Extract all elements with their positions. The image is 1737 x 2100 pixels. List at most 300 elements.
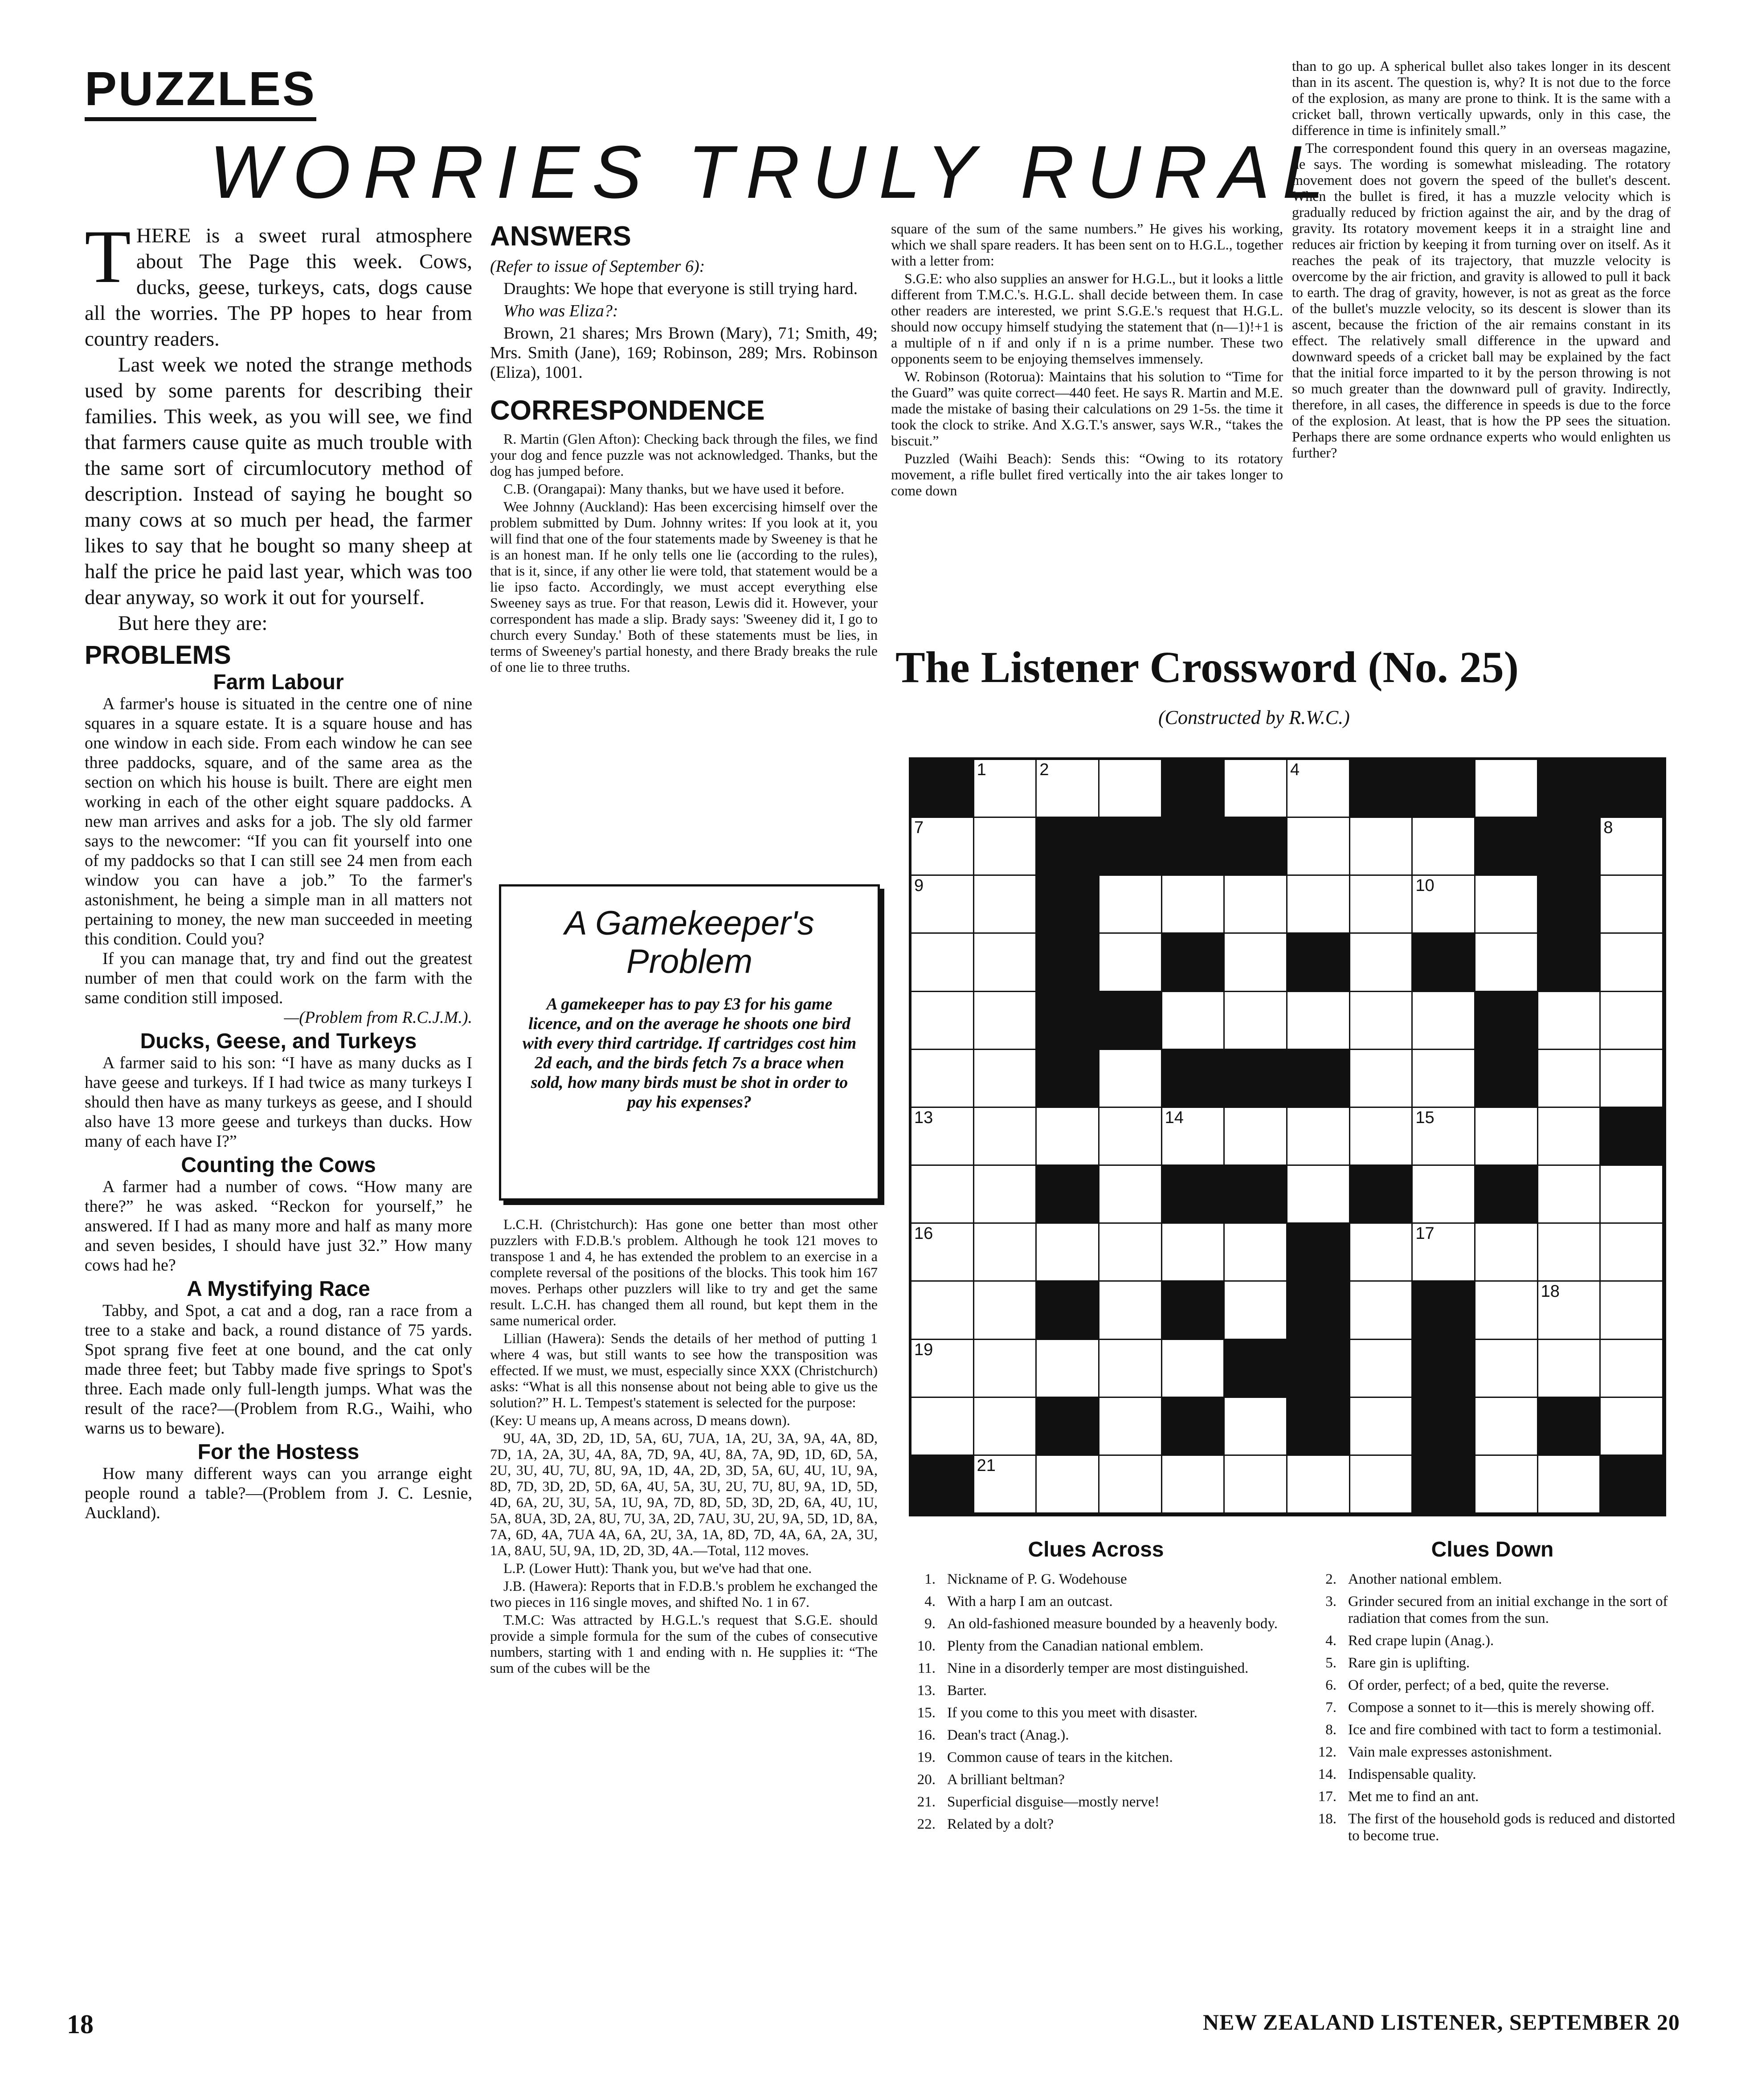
crossword-block	[1475, 1050, 1538, 1108]
clue-number: 5.	[1325, 1655, 1336, 1671]
clue-number: 21.	[917, 1794, 936, 1810]
correspondence-list-3	[891, 221, 1283, 498]
clues-down-list	[1305, 1571, 1680, 1844]
crossword-block	[1037, 1398, 1099, 1456]
crossword-clue-number: 5	[1415, 760, 1425, 779]
crossword-cell[interactable]	[974, 1166, 1037, 1224]
crossword-clue-number: 10	[1415, 876, 1435, 895]
clue-text: Grinder secured from an initial exchange in the sort of radiation that comes from the sun.	[1348, 1593, 1668, 1626]
page-number: 18	[67, 2010, 94, 2039]
clue-down	[1305, 1810, 1680, 1844]
clue-text: Dean's tract (Anag.).	[947, 1727, 1069, 1743]
crossword-clue-number: 6	[1541, 760, 1550, 779]
crossword-cell[interactable]	[974, 818, 1037, 876]
crossword-block	[1287, 1398, 1350, 1456]
clue-text: Nickname of P. G. Wodehouse	[947, 1571, 1127, 1587]
column-3	[891, 221, 1283, 500]
clue-down	[1305, 1593, 1680, 1627]
crossword-block	[1225, 1166, 1287, 1224]
crossword-block	[1037, 818, 1099, 876]
crossword-cell[interactable]	[1350, 934, 1413, 992]
clues-across-list	[904, 1571, 1287, 1833]
crossword-cell[interactable]	[1287, 1456, 1350, 1514]
crossword-cell[interactable]	[1475, 934, 1538, 992]
crossword-block	[1162, 1398, 1225, 1456]
crossword-cell[interactable]	[911, 1224, 974, 1282]
crossword-cell[interactable]	[1037, 1224, 1099, 1282]
clue-across	[904, 1794, 1287, 1810]
problems-body	[85, 670, 472, 1523]
crossword-cell[interactable]	[1538, 992, 1601, 1050]
problem-title-race: A Mystifying Race	[187, 1277, 370, 1301]
clue-across	[904, 1660, 1287, 1677]
clue-across	[904, 1571, 1287, 1588]
crossword-cell[interactable]	[1601, 934, 1663, 992]
problem-text-hostess: How many different ways can you arrange eight people round a table?—(Problem from J. C. Lesnie, Auckland).	[85, 1464, 472, 1522]
clue-text: An old-fashioned measure bounded by a heavenly body.	[947, 1616, 1278, 1632]
crossword-cell[interactable]	[1601, 1166, 1663, 1224]
answers-body	[490, 257, 878, 382]
clue-text: Related by a dolt?	[947, 1816, 1054, 1832]
crossword-cell[interactable]	[911, 1108, 974, 1166]
crossword-cell[interactable]	[1413, 1050, 1475, 1108]
crossword-block	[1037, 1050, 1099, 1108]
column-1	[85, 215, 472, 1523]
crossword-cell[interactable]	[1475, 1108, 1538, 1166]
answer-eliza-question: Who was Eliza?:	[503, 302, 618, 320]
crossword-cell[interactable]	[1099, 1108, 1162, 1166]
problem-title-cows: Counting the Cows	[181, 1153, 376, 1177]
crossword-cell[interactable]	[974, 992, 1037, 1050]
crossword-cell[interactable]	[1099, 1456, 1162, 1514]
clue-across	[904, 1749, 1287, 1766]
crossword-cell[interactable]	[1099, 1398, 1162, 1456]
crossword-cell[interactable]	[1225, 876, 1287, 934]
crossword-block	[1037, 1282, 1099, 1340]
problem-text-farm: A farmer's house is situated in the centre one of nine squares in a square estate. It is a square house and has one window in each side. From each window he can see three paddocks, square, and of the same area as the section on which his house is built. There are eight men working in each of the other eight square paddocks. A new man arrives and asks for a job. The sly old farmer says to the newcomer: “If you can fit yourself into one of my paddocks so that I can still see 24 men from each window you can have a job.” To the farmer's astonishment, he being a simple man in all matters not pertaining to money, the new man succeeded in meeting this condition. Could you?	[85, 695, 472, 948]
crossword-cell[interactable]	[1475, 1456, 1538, 1514]
crossword-cell[interactable]	[974, 1050, 1037, 1108]
crossword-block	[1413, 760, 1475, 818]
crossword-cell[interactable]	[1475, 1224, 1538, 1282]
correspondence-item: L.C.H. (Christchurch): Has gone one better than most other puzzlers with F.D.B.'s problem. Although he took 121 moves to transpose 1 and 4, he has extended the problem to an exercise in a complete reversal of the positions of the blocks. This took him 167 moves. Perhaps other puzzlers will like to try and get the same result. L.C.H. has changed them all round, but kept them in the same numerical order.	[490, 1216, 878, 1328]
crossword-cell[interactable]	[1225, 1224, 1287, 1282]
correspondence-item: Puzzled (Waihi Beach): Sends this: “Owing to its rotatory movement, a rifle bullet fired vertically into the air takes longer to come down	[891, 450, 1283, 498]
crossword-block	[1413, 1398, 1475, 1456]
clue-number: 17.	[1318, 1789, 1336, 1805]
crossword-cell[interactable]	[1413, 818, 1475, 876]
crossword-cell[interactable]	[1287, 1166, 1350, 1224]
problem-title-ducks: Ducks, Geese, and Turkeys	[140, 1030, 417, 1053]
crossword-cell[interactable]	[1413, 1108, 1475, 1166]
correspondence-list-4	[1292, 58, 1671, 461]
crossword-clue-number: 8	[1603, 818, 1613, 838]
clue-number: 12.	[1318, 1744, 1336, 1760]
crossword-block	[1225, 1050, 1287, 1108]
clue-number: 2.	[1325, 1571, 1336, 1587]
crossword-block	[1538, 818, 1601, 876]
problems-heading: PROBLEMS	[85, 641, 231, 670]
gamekeeper-text: A gamekeeper has to pay £3 for his game licence, and on the average he shoots one bird with every third cartridge. If cartridges cost him 2d each, and the birds fetch 7s a brace when sold, how many birds must be shot in order to pay his expenses?	[522, 995, 857, 1111]
crossword-clue-number: 17	[1415, 1224, 1435, 1243]
crossword-cell[interactable]	[1099, 1282, 1162, 1340]
correspondence-heading: CORRESPONDENCE	[490, 395, 765, 426]
column-2	[490, 221, 878, 677]
masthead-footer: NEW ZEALAND LISTENER, SEPTEMBER 20	[1203, 2010, 1680, 2035]
crossword-clue-number: 7	[914, 818, 924, 838]
gamekeeper-box	[499, 884, 880, 1201]
crossword-cell[interactable]	[1350, 818, 1413, 876]
crossword-block	[1099, 818, 1162, 876]
crossword-clue-number: 14	[1165, 1108, 1184, 1127]
problem-title-farm: Farm Labour	[213, 670, 344, 694]
crossword-clue-number: 4	[1290, 760, 1300, 779]
crossword-cell[interactable]	[1225, 760, 1287, 818]
crossword-title: The Listener Crossword (No. 25)	[895, 642, 1519, 692]
clue-text: Barter.	[947, 1683, 987, 1699]
move-list: 9U, 4A, 3D, 2D, 1D, 5A, 6U, 7UA, 1A, 2U, 3A, 9A, 4A, 8D, 7D, 1A, 2A, 3U, 4A, 8A, 7D, 9A, 4U, 8A, 7A, 9D, 1D, 6D, 5A, 2U, 3U, 4U, 7U, 8U, 9A, 1D, 4A, 2D, 3D, 5A, 6U, 4U, 1U, 9A, 8D, 7D, 3D, 2D, 5D, 6A, 4U, 5A, 3U, 2U, 7U, 8U, 9A, 1D, 5D, 4D, 6A, 2U, 3U, 5A, 1U, 9A, 7D, 8D, 5D, 3D, 2D, 6A, 4U, 1U, 5A, 8UA, 3D, 2A, 8U, 7U, 3A, 2D, 7AU, 3U, 2U, 9A, 5D, 1D, 8A, 7A, 6D, 4A, 7UA 4A, 6A, 2U, 3A, 1A, 8D, 7D, 4A, 6A, 2A, 3U, 1A, 8AU, 5U, 9A, 1D, 2D, 3D, 4A.—Total, 112 moves.	[490, 1430, 878, 1558]
correspondence-item: L.P. (Lower Hutt): Thank you, but we've had that one.	[503, 1560, 812, 1576]
crossword-block	[1538, 934, 1601, 992]
crossword-cell[interactable]	[1350, 1340, 1413, 1398]
crossword-cell[interactable]	[1162, 876, 1225, 934]
crossword-block	[1538, 1398, 1601, 1456]
problem-credit-farm: —(Problem from R.C.J.M.).	[284, 1008, 472, 1027]
crossword-cell[interactable]	[1287, 992, 1350, 1050]
clue-across	[904, 1593, 1287, 1610]
crossword-cell[interactable]	[974, 1340, 1037, 1398]
crossword-cell[interactable]	[1350, 876, 1413, 934]
clue-text: Compose a sonnet to it—this is merely showing off.	[1348, 1700, 1655, 1716]
clue-number: 8.	[1325, 1722, 1336, 1738]
crossword-clue-number: 20	[1290, 1340, 1309, 1359]
crossword-cell[interactable]	[1099, 1166, 1162, 1224]
crossword-clue-number: 12	[1039, 1050, 1059, 1069]
clue-number: 22.	[917, 1816, 936, 1832]
crossword-clue-number: 19	[914, 1340, 933, 1359]
clue-number: 10.	[917, 1638, 936, 1654]
crossword-cell[interactable]	[1037, 1456, 1099, 1514]
crossword-block	[1475, 818, 1538, 876]
answer-draughts: Draughts: We hope that everyone is still trying hard.	[503, 279, 858, 298]
clue-text: Superficial disguise—mostly nerve!	[947, 1794, 1160, 1810]
correspondence-item: than to go up. A spherical bullet also takes longer in its descent than in its ascent. The question is, why? It is not due to the force of the explosion, as many are prone to think. It is the same with a cricket ball, thrown vertically upwards, only in this case, the difference in time is infinitely small.”	[1292, 58, 1671, 138]
crossword-cell[interactable]	[1099, 1224, 1162, 1282]
clue-text: If you come to this you meet with disaster.	[947, 1705, 1198, 1721]
crossword-cell[interactable]	[1538, 1108, 1601, 1166]
crossword-cell[interactable]	[1475, 876, 1538, 934]
clue-across	[904, 1615, 1287, 1632]
crossword-block	[1162, 1166, 1225, 1224]
crossword-cell[interactable]	[1225, 992, 1287, 1050]
crossword-cell[interactable]	[974, 760, 1037, 818]
crossword-cell[interactable]	[911, 934, 974, 992]
crossword-cell[interactable]	[1475, 760, 1538, 818]
crossword-grid	[909, 757, 1666, 1516]
crossword-block	[1225, 1340, 1287, 1398]
crossword-block	[1162, 1282, 1225, 1340]
crossword-cell[interactable]	[1162, 1456, 1225, 1514]
crossword-cell[interactable]	[974, 1398, 1037, 1456]
clue-text: Of order, perfect; of a bed, quite the reverse.	[1348, 1677, 1609, 1693]
crossword-cell[interactable]	[1475, 1398, 1538, 1456]
crossword-block	[1037, 876, 1099, 934]
clue-down	[1305, 1677, 1680, 1694]
problem-text-race: Tabby, and Spot, a cat and a dog, ran a race from a tree to a stake and back, a round distance of 75 yards. Spot sprang five feet at one bound, and the cat only made three feet; but Tabby made five springs to Spot's three. Each made only full-length jumps. What was the result of the race?—(Problem from R.G., Waihi, who warns us to beware).	[85, 1301, 472, 1438]
crossword-block	[1601, 1456, 1663, 1514]
problem-text-farm-2: If you can manage that, try and find out the greatest number of men that could work on the farm with the same condition still imposed.	[85, 949, 472, 1007]
crossword-cell[interactable]	[1225, 1108, 1287, 1166]
crossword-cell[interactable]	[911, 1340, 974, 1398]
answer-eliza: Brown, 21 shares; Mrs Brown (Mary), 71; Smith, 49; Mrs. Smith (Jane), 169; Robinson, 289; Mrs. Robinson (Eliza), 1001.	[490, 324, 878, 382]
clue-text: Met me to find an ant.	[1348, 1789, 1479, 1805]
crossword-block	[1475, 992, 1538, 1050]
clue-text: With a harp I am an outcast.	[947, 1593, 1113, 1610]
crossword-cell[interactable]	[1413, 1224, 1475, 1282]
clue-across	[904, 1704, 1287, 1721]
crossword-cell[interactable]	[1475, 1340, 1538, 1398]
clue-number: 4.	[924, 1593, 936, 1610]
correspondence-item: C.B. (Orangapai): Many thanks, but we have used it before.	[503, 481, 845, 497]
clues-across	[904, 1538, 1287, 1838]
crossword-cell[interactable]	[1225, 934, 1287, 992]
correspondence-item: S.G.E: who also supplies an answer for H.G.L., but it looks a little different from T.M.C.'s. H.G.L. shall decide between them. In case other readers are interested, we print S.G.E.'s request that H.G.L. should now occupy himself studying the statement that (n—1)!+1 is a multiple of n if and only if n is a prime number. These two opponents seem to be enjoying themselves immensely.	[891, 270, 1283, 367]
crossword-block	[1538, 876, 1601, 934]
crossword-cell[interactable]	[974, 1456, 1037, 1514]
clues-down	[1305, 1538, 1680, 1850]
crossword-credit: (Constructed by R.W.C.)	[1158, 707, 1350, 728]
crossword-cell[interactable]	[1601, 1282, 1663, 1340]
crossword-cell[interactable]	[1538, 1050, 1601, 1108]
crossword-block	[1413, 934, 1475, 992]
crossword-cell[interactable]	[1099, 760, 1162, 818]
column-2-lower	[490, 1216, 878, 1678]
clue-down	[1305, 1744, 1680, 1761]
crossword-block	[1162, 760, 1225, 818]
crossword-cell[interactable]	[1538, 1224, 1601, 1282]
crossword-block	[911, 1456, 974, 1514]
clue-number: 1.	[924, 1571, 936, 1587]
clue-text: Another national emblem.	[1348, 1571, 1502, 1587]
crossword-cell[interactable]	[1601, 1050, 1663, 1108]
crossword-clue-number: 21	[977, 1456, 996, 1475]
correspondence-item: The correspondent found this query in an overseas magazine, he says. The wording is somewhat misleading. The rotatory movement does not govern the speed of the bullet's descent. When the bullet is fired, it has a muzzle velocity which is gradually reduced by friction against the air, and by the drag of gravity. Its rotatory movement keeps it in a straight line and reduces air friction by keeping it from turning over on itself. As it reaches the peak of its trajectory, that muzzle velocity is overcome by the air friction, and gravity is allowed to pull it back to earth. The drag of gravity, however, is not as great as the force of the bullet's muzzle velocity, so its descent is slower than its ascent, because the friction of the air remains constant in its effect. The relatively small difference in the upward and downward speeds of a cricket ball may be explained by the fact that the initial force imparted to it by the person throwing is not so much greater than the downward pull of gravity. Indirectly, therefore, in all cases, the difference in speeds is due to the force of the explosion. At least, that is how the PP sees the situation. Perhaps there are some ordnance experts who would enlighten us further?	[1292, 140, 1671, 461]
clues-down-title: Clues Down	[1431, 1538, 1554, 1561]
crossword-cell[interactable]	[911, 1050, 974, 1108]
crossword-block	[1225, 818, 1287, 876]
crossword-cell[interactable]	[911, 1282, 974, 1340]
clue-number: 3.	[1325, 1593, 1336, 1610]
clue-down	[1305, 1788, 1680, 1805]
crossword-cell[interactable]	[974, 1224, 1037, 1282]
crossword-cell[interactable]	[1413, 1166, 1475, 1224]
crossword-block	[1162, 818, 1225, 876]
crossword-cell[interactable]	[1538, 1282, 1601, 1340]
column-4	[1292, 58, 1671, 462]
crossword-cell[interactable]	[1350, 1456, 1413, 1514]
crossword-block	[1287, 1224, 1350, 1282]
clue-across	[904, 1682, 1287, 1699]
crossword-cell[interactable]	[1162, 1108, 1225, 1166]
crossword-clue-number: 18	[1541, 1282, 1560, 1301]
clue-text: Red crape lupin (Anag.).	[1348, 1633, 1494, 1649]
clue-text: Common cause of tears in the kitchen.	[947, 1749, 1173, 1765]
crossword-clue-number: 11	[1102, 992, 1120, 1011]
crossword-block	[1287, 934, 1350, 992]
crossword-cell[interactable]	[1601, 1398, 1663, 1456]
crossword-cell[interactable]	[974, 1108, 1037, 1166]
clue-down	[1305, 1766, 1680, 1783]
crossword-block	[1037, 992, 1099, 1050]
crossword-cell[interactable]	[1350, 1282, 1413, 1340]
clue-number: 14.	[1318, 1766, 1336, 1782]
move-key: (Key: U means up, A means across, D means down).	[490, 1412, 790, 1428]
correspondence-item: square of the sum of the same numbers.” He gives his working, which we shall spare readers. It has been sent on to H.G.L., together with a letter from:	[891, 221, 1283, 269]
clue-number: 4.	[1325, 1633, 1336, 1649]
intro-paragraph-2: Last week we noted the strange methods used by some parents for describing their families. This week, as you will see, we find that farmers cause quite as much trouble with the same sort of circumlocutory method of description. Instead of saying he bought so many cows at so much per head, the farmer likes to say that he bought so many sheep at half the price he paid last year, which was too dear anyway, so work it out for yourself.	[85, 353, 472, 609]
crossword-cell[interactable]	[974, 876, 1037, 934]
crossword-block	[1037, 1166, 1099, 1224]
crossword-cell[interactable]	[911, 992, 974, 1050]
crossword-cell[interactable]	[1037, 760, 1099, 818]
section-title: PUZZLES	[85, 62, 316, 121]
clue-across	[904, 1638, 1287, 1655]
clue-down	[1305, 1655, 1680, 1671]
clue-down	[1305, 1721, 1680, 1738]
headline: WORRIES TRULY RURAL	[209, 130, 1336, 214]
clue-across	[904, 1816, 1287, 1833]
correspondence-list-2	[490, 1216, 878, 1676]
crossword-clue-number: 16	[914, 1224, 933, 1243]
crossword-cell[interactable]	[1287, 876, 1350, 934]
clue-text: Rare gin is uplifting.	[1348, 1655, 1470, 1671]
crossword-cell[interactable]	[1538, 1456, 1601, 1514]
clue-number: 16.	[917, 1727, 936, 1743]
crossword-cell[interactable]	[1162, 1340, 1225, 1398]
crossword-cell[interactable]	[1413, 876, 1475, 934]
clue-text: A brilliant beltman?	[947, 1772, 1065, 1788]
crossword-cell[interactable]	[1287, 760, 1350, 818]
correspondence-item: Lillian (Hawera): Sends the details of her method of putting 1 where 4 was, but still wants to see how the transposition was effected. If we must, we must, especially since XXX (Christchurch) asks: “What is all this nonsense about not being able to give us the solution?” H. L. Tempest's statement is selected for the purpose:	[490, 1330, 878, 1410]
crossword-cell[interactable]	[1350, 1050, 1413, 1108]
crossword-cell[interactable]	[1225, 1282, 1287, 1340]
clue-across	[904, 1727, 1287, 1744]
crossword-cell[interactable]	[1099, 1340, 1162, 1398]
crossword-cell[interactable]	[1350, 1224, 1413, 1282]
crossword-cell[interactable]	[1601, 992, 1663, 1050]
crossword-block	[1162, 934, 1225, 992]
crossword-block	[911, 760, 974, 818]
crossword-cell[interactable]	[1225, 1398, 1287, 1456]
crossword-cell[interactable]	[1037, 1340, 1099, 1398]
problem-text-ducks: A farmer said to his son: “I have as many ducks as I have geese and turkeys. If I had twice as many turkeys I should then have as many turkeys as geese, and I should also have 13 more geese and turkeys than ducks. How many of each have I?”	[85, 1054, 472, 1151]
crossword-block	[1037, 934, 1099, 992]
clue-down	[1305, 1699, 1680, 1716]
problem-title-hostess: For the Hostess	[197, 1440, 360, 1464]
crossword-block	[1601, 760, 1663, 818]
crossword-cell[interactable]	[1099, 876, 1162, 934]
intro-paragraph-1	[85, 215, 472, 352]
clue-number: 20.	[917, 1772, 936, 1788]
crossword-cell[interactable]	[1538, 1340, 1601, 1398]
crossword-cell[interactable]	[1601, 1340, 1663, 1398]
crossword-block	[1350, 1166, 1413, 1224]
crossword-cell[interactable]	[974, 934, 1037, 992]
crossword-block	[1475, 1166, 1538, 1224]
crossword-cell[interactable]	[1601, 1224, 1663, 1282]
crossword-cell[interactable]	[1538, 1166, 1601, 1224]
clue-number: 6.	[1325, 1677, 1336, 1693]
clue-across	[904, 1771, 1287, 1788]
correspondence-item: R. Martin (Glen Afton): Checking back through the files, we find your dog and fence puzzle was not acknowledged. Thanks, but the dog has jumped before.	[490, 431, 878, 479]
crossword-clue-number: 2	[1039, 760, 1049, 779]
intro-text-1: HERE is a sweet rural atmosphere about The Page this week. Cows, ducks, geese, turkeys, cats, dogs cause all the worries. The PP hopes to hear from country readers.	[85, 224, 472, 351]
crossword-cell[interactable]	[911, 1398, 974, 1456]
clue-number: 11.	[917, 1660, 936, 1676]
clue-text: Nine in a disorderly temper are most distinguished.	[947, 1660, 1249, 1676]
clue-number: 18.	[1318, 1811, 1336, 1827]
crossword-cell[interactable]	[1287, 1108, 1350, 1166]
clues-across-title: Clues Across	[1028, 1538, 1164, 1561]
crossword-clue-number: 1	[977, 760, 986, 779]
crossword-block	[1287, 1050, 1350, 1108]
crossword-cell[interactable]	[1413, 992, 1475, 1050]
crossword-cell[interactable]	[1350, 1108, 1413, 1166]
clue-number: 7.	[1325, 1700, 1336, 1716]
crossword-cell[interactable]	[1475, 1282, 1538, 1340]
answers-reference: (Refer to issue of September 6):	[490, 257, 705, 276]
crossword-cell[interactable]	[911, 818, 974, 876]
crossword-cell[interactable]	[1601, 818, 1663, 876]
crossword-block	[1099, 992, 1162, 1050]
crossword-cell[interactable]	[1162, 992, 1225, 1050]
clue-number: 13.	[917, 1683, 936, 1699]
crossword-cell[interactable]	[1099, 934, 1162, 992]
intro-paragraph-3: But here they are:	[118, 612, 268, 635]
crossword-clue-number: 13	[914, 1108, 933, 1127]
crossword-cell[interactable]	[1162, 1224, 1225, 1282]
correspondence-item: T.M.C: Was attracted by H.G.L.'s request that S.G.E. should provide a simple formula for the sum of the cubes of consecutive numbers, starting with 1 and ending with n. He supplies it: “The sum of the cubes will be the	[490, 1612, 878, 1676]
crossword-block	[1350, 760, 1413, 818]
crossword-cell[interactable]	[974, 1282, 1037, 1340]
crossword-cell[interactable]	[1350, 1398, 1413, 1456]
correspondence-item: Wee Johnny (Auckland): Has been excercising himself over the problem submitted by Dum. Johnny writes: If you look at it, you will find that one of the four statements made by Sweeney is that he is an honest man. If he only tells one lie (according to the rules), that is it, since, if any other lie were told, that statement would be a lie ipso facto. Accordingly, we must accept everything else Sweeney says as true. For that reason, Lewis did it. However, your correspondent has made a slip. Brady says: 'Sweeney did it, I go to church every Sunday.' Both of these statements must be lies, in terms of Sweeney's partial honesty, and there Brady breaks the rule of one lie to three truths.	[490, 498, 878, 675]
crossword-block	[1538, 760, 1601, 818]
crossword-block	[1413, 1456, 1475, 1514]
crossword-cell[interactable]	[1287, 818, 1350, 876]
crossword-block	[1162, 1050, 1225, 1108]
crossword-block	[1601, 1108, 1663, 1166]
crossword-block	[1413, 1282, 1475, 1340]
clue-text: Ice and fire combined with tact to form a testimonial.	[1348, 1722, 1662, 1738]
crossword-cell[interactable]	[1037, 1108, 1099, 1166]
crossword-cell[interactable]	[1350, 992, 1413, 1050]
crossword-cell[interactable]	[1225, 1456, 1287, 1514]
crossword-cell[interactable]	[911, 876, 974, 934]
correspondence-item: J.B. (Hawera): Reports that in F.D.B.'s problem he exchanged the two pieces in 116 single moves, and shifted No. 1 in 67.	[490, 1578, 878, 1610]
answers-heading: ANSWERS	[490, 221, 631, 252]
crossword-cell[interactable]	[1601, 876, 1663, 934]
clue-text: Indispensable quality.	[1348, 1766, 1476, 1782]
crossword-cell[interactable]	[911, 1166, 974, 1224]
crossword-block	[1287, 1340, 1350, 1398]
gamekeeper-title: A Gamekeeper's Problem	[564, 904, 814, 981]
problem-text-cows: A farmer had a number of cows. “How many are there?” he was asked. “Reckon for yourself,” he answered. If I had as many more and half as many more and seven besides, I should have just 32.” How many cows had he?	[85, 1177, 472, 1275]
crossword-cell[interactable]	[1099, 1050, 1162, 1108]
crossword-clue-number: 15	[1415, 1108, 1435, 1127]
correspondence-list	[490, 431, 878, 675]
crossword-clue-number: 9	[914, 876, 924, 895]
